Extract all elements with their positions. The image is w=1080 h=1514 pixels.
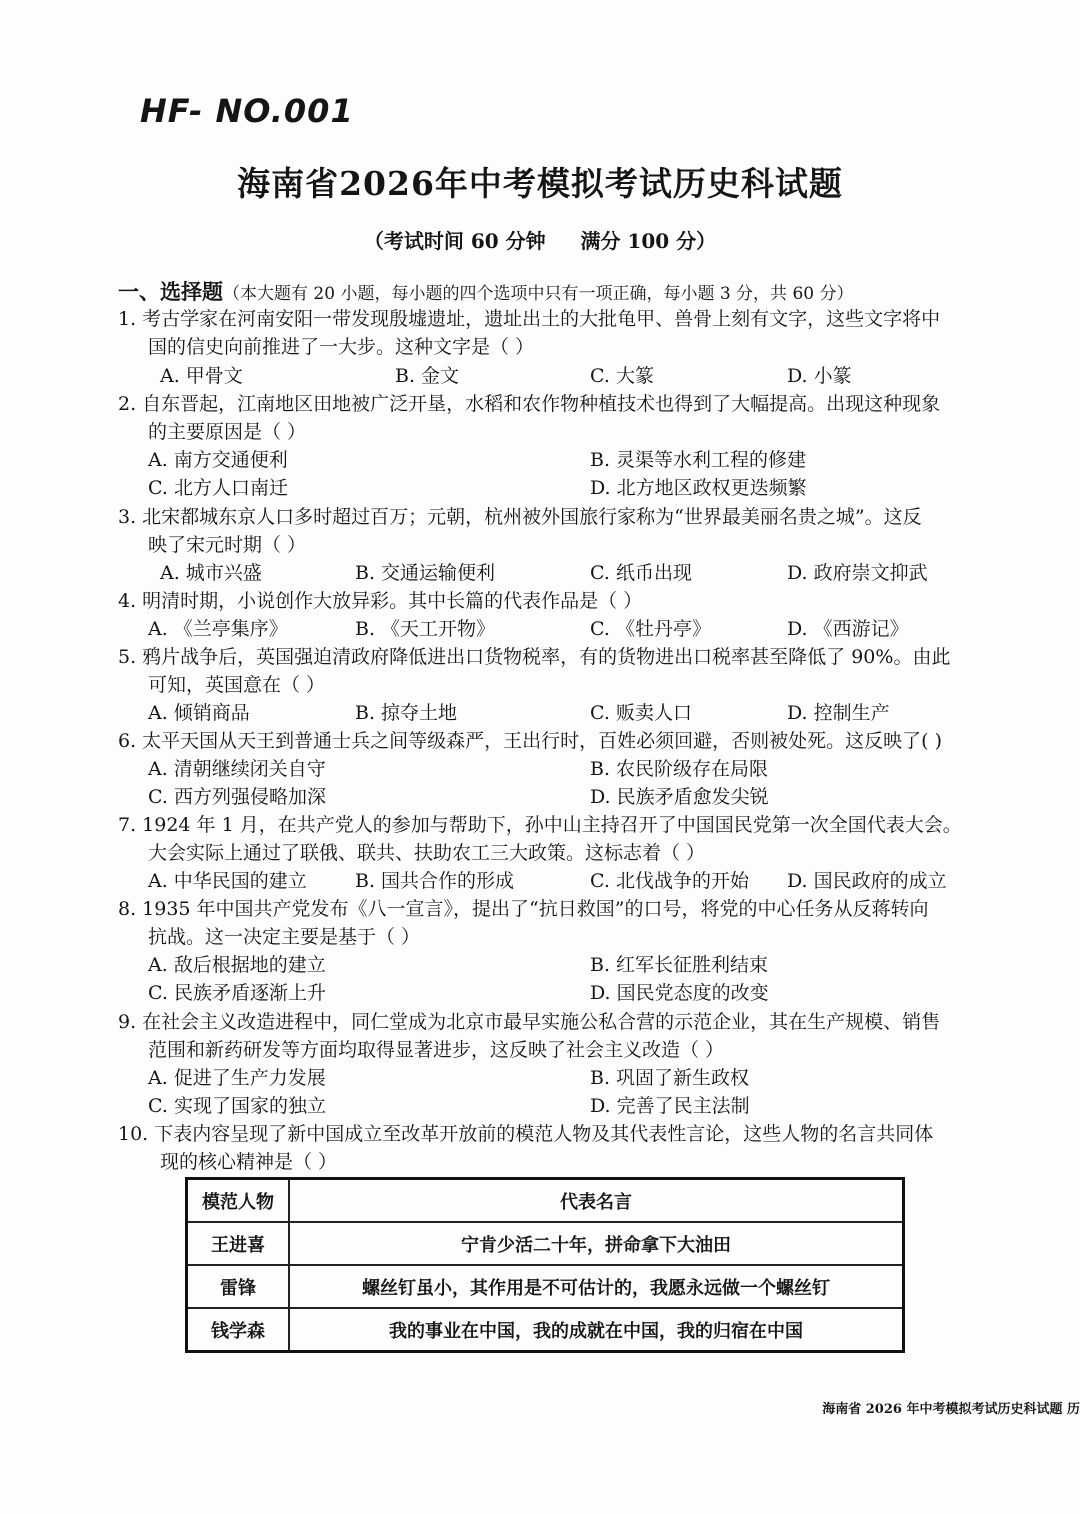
question-7-option-b[interactable]: B. 国共合作的形成: [355, 870, 515, 892]
table-cell-person: 王进喜: [187, 1222, 290, 1265]
question-8-option-a[interactable]: A. 敌后根据地的建立: [148, 954, 326, 976]
question-9-option-a[interactable]: A. 促进了生产力发展: [148, 1067, 326, 1089]
table-row: [187, 1265, 904, 1308]
table-header-quote: 代表名言: [289, 1179, 904, 1223]
question-5-option-b[interactable]: B. 掠夺土地: [355, 702, 458, 724]
question-8-option-b[interactable]: B. 红军长征胜利结束: [590, 954, 769, 976]
question-2-option-a[interactable]: A. 南方交通便利: [148, 449, 288, 471]
question-3-option-b[interactable]: B. 交通运输便利: [355, 562, 496, 584]
question-9-option-d[interactable]: D. 完善了民主法制: [590, 1095, 750, 1117]
question-9-option-c[interactable]: C. 实现了国家的独立: [148, 1095, 326, 1117]
paper-code: HF- NO.001: [140, 92, 354, 130]
question-3-option-d[interactable]: D. 政府崇文抑武: [787, 562, 928, 584]
table-row: [187, 1308, 904, 1352]
question-2-line-1: 2. 自东晋起，江南地区田地被广泛开垦，水稻和农作物种植技术也得到了大幅提高。出现这种现象: [118, 393, 941, 415]
table-row: [187, 1222, 904, 1265]
question-5-line-1: 5. 鸦片战争后，英国强迫清政府降低进出口货物税率，有的货物进出口税率甚至降低了 90%。由此: [118, 646, 951, 668]
question-4-line-1: 4. 明清时期，小说创作大放异彩。其中长篇的代表作品是（ ）: [118, 590, 643, 612]
question-4-option-b[interactable]: B. 《天工开物》: [355, 618, 496, 640]
question-6-option-b[interactable]: B. 农民阶级存在局限: [590, 758, 769, 780]
question-3-line-2: 映了宋元时期（ ）: [148, 534, 307, 556]
question-2-option-d[interactable]: D. 北方地区政权更迭频繁: [590, 477, 807, 499]
question-2-option-c[interactable]: C. 北方人口南迁: [148, 477, 288, 499]
question-7-option-a[interactable]: A. 中华民国的建立: [148, 870, 307, 892]
section-note: （本大题有 20 小题，每小题的四个选项中只有一项正确，每小题 3 分，共 60 分）: [223, 284, 854, 304]
section-header: [118, 276, 854, 306]
question-4-option-d[interactable]: D. 《西游记》: [787, 618, 909, 640]
question-10-line-2: 现的核心精神是（ ）: [160, 1151, 338, 1173]
question-1-option-d[interactable]: D. 小篆: [787, 365, 852, 387]
question-10-line-1: 10. 下表内容呈现了新中国成立至改革开放前的模范人物及其代表性言论，这些人物的名言共同体: [118, 1123, 934, 1145]
question-8-line-1: 8. 1935 年中国共产党发布《八一宣言》，提出了“抗日救国”的口号，将党的中心任务从反蒋转向: [118, 898, 929, 920]
table-cell-person: 钱学森: [187, 1308, 290, 1352]
page-title: 海南省2026年中考模拟考试历史科试题: [237, 164, 843, 203]
question-7-option-d[interactable]: D. 国民政府的成立: [787, 870, 947, 892]
question-3-line-1: 3. 北宋都城东京人口多时超过百万；元朝，杭州被外国旅行家称为“世界最美丽名贵之城”。这反: [118, 506, 922, 528]
table-cell-quote: 宁肯少活二十年，拼命拿下大油田: [289, 1222, 904, 1265]
question-6-option-c[interactable]: C. 西方列强侵略加深: [148, 786, 326, 808]
question-2-option-b[interactable]: B. 灵渠等水利工程的修建: [590, 449, 807, 471]
question-6-option-a[interactable]: A. 清朝继续闭关自守: [148, 758, 326, 780]
question-1-line-2: 国的信史向前推进了一大步。这种文字是（ ）: [148, 336, 535, 358]
question-6-option-d[interactable]: D. 民族矛盾愈发尖锐: [590, 786, 769, 808]
table-cell-quote: 螺丝钉虽小，其作用是不可估计的，我愿永远做一个螺丝钉: [289, 1265, 904, 1308]
question-5-line-2: 可知，英国意在（ ）: [148, 674, 326, 696]
question-5-option-d[interactable]: D. 控制生产: [787, 702, 890, 724]
question-7-line-1: 7. 1924 年 1 月，在共产党人的参加与帮助下，孙中山主持召开了中国国民党第一次全国代表大会。: [118, 814, 962, 836]
table-header-row: [187, 1179, 904, 1223]
question-5-option-c[interactable]: C. 贩卖人口: [590, 702, 692, 724]
question-5-option-a[interactable]: A. 倾销商品: [148, 702, 250, 724]
question-4-option-a[interactable]: A. 《兰亭集序》: [148, 618, 288, 640]
question-6-line-1: 6. 太平天国从天王到普通士兵之间等级森严，王出行时，百姓必须回避，否则被处死。这反映了( ): [118, 730, 943, 752]
model-figures-table: [185, 1177, 905, 1353]
question-1-line-1: 1. 考古学家在河南安阳一带发现殷墟遗址，遗址出土的大批龟甲、兽骨上刻有文字，这些文字将中: [118, 308, 941, 330]
question-8-option-c[interactable]: C. 民族矛盾逐渐上升: [148, 982, 326, 1004]
question-3-option-c[interactable]: C. 纸币出现: [590, 562, 692, 584]
question-8-option-d[interactable]: D. 国民党态度的改变: [590, 982, 769, 1004]
question-9-option-b[interactable]: B. 巩固了新生政权: [590, 1067, 750, 1089]
question-9-line-1: 9. 在社会主义改造进程中，同仁堂成为北京市最早实施公私合营的示范企业，其在生产规模、销售: [118, 1011, 941, 1033]
question-1-option-b[interactable]: B. 金文: [395, 365, 460, 387]
table-cell-quote: 我的事业在中国，我的成就在中国，我的归宿在中国: [289, 1308, 904, 1352]
question-1-option-c[interactable]: C. 大篆: [590, 365, 654, 387]
table-cell-person: 雷锋: [187, 1265, 290, 1308]
section-heading: 一、选择题: [118, 279, 223, 304]
question-3-option-a[interactable]: A. 城市兴盛: [160, 562, 262, 584]
question-7-line-2: 大会实际上通过了联俄、联共、扶助农工三大政策。这标志着（ ）: [148, 842, 706, 864]
question-4-option-c[interactable]: C. 《牡丹亭》: [590, 618, 711, 640]
question-1-option-a[interactable]: A. 甲骨文: [160, 365, 243, 387]
question-8-line-2: 抗战。这一决定主要是基于（ ）: [148, 926, 421, 948]
question-2-line-2: 的主要原因是（ ）: [148, 421, 307, 443]
question-9-line-2: 范围和新药研发等方面均取得显著进步，这反映了社会主义改造（ ）: [148, 1039, 725, 1061]
table-header-person: 模范人物: [187, 1179, 290, 1223]
exam-info: （考试时间 60 分钟 满分 100 分）: [363, 229, 717, 253]
page-footer: 海南省 2026 年中考模拟考试历史科试题 历: [822, 1402, 1080, 1417]
question-7-option-c[interactable]: C. 北伐战争的开始: [590, 870, 749, 892]
